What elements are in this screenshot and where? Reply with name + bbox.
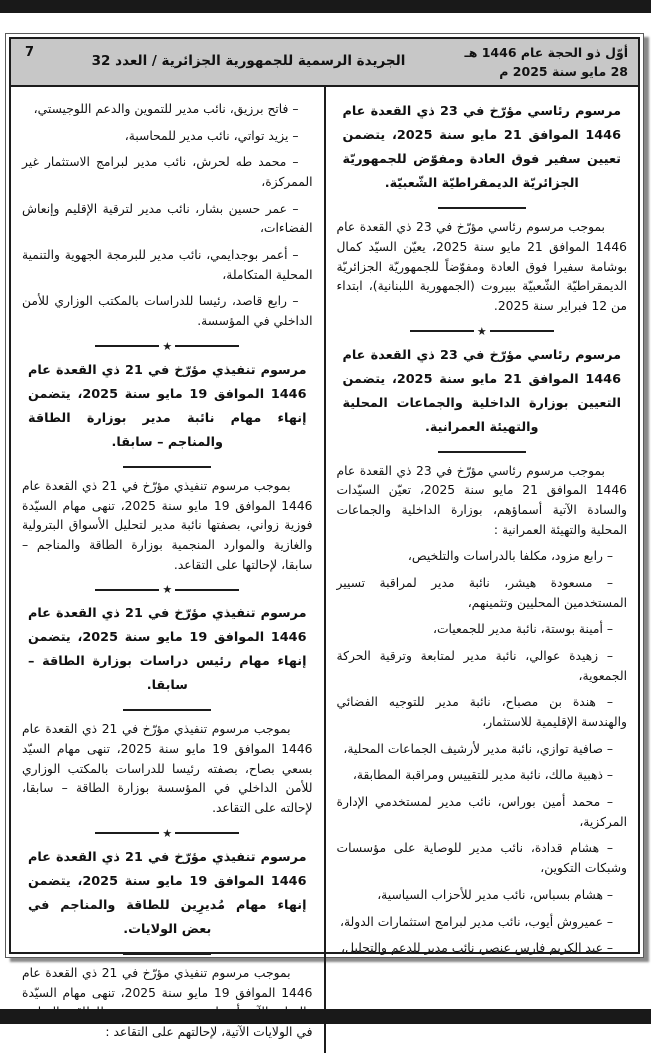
decree-heading: مرسوم رئاسي مؤرّخ في 23 ذي القعدة عام 1446 الموافق 21 مايو سنة 2025، يتضمن التعيين بوزارة الداخلية والجماعات المحلية والتهيئة العمرانية. <box>342 347 621 435</box>
appointment-item: – فاتح برزيق، نائب مدير للتموين والدعم اللوجيستي، <box>33 102 299 116</box>
decree-paragraph: بموجب مرسوم رئاسي مؤرّخ في 23 ذي القعدة عام 1446 الموافق 21 مايو سنة 2025، يعيّن السيّد كمال بوشامة سفيرا فوق العادة ومفوّضاً للجمهوريّة الجزائريّة الديمقراطيّة الشّعبيّة ببيروت (الجمهورية اللبنانية)، ابتداء من 12 فبراير سنة 2025. <box>336 220 627 313</box>
divider-line-segment <box>175 832 239 834</box>
scan-edge-top <box>0 0 651 13</box>
decree-heading: مرسوم تنفيذي مؤرّخ في 21 ذي القعدة عام 1446 الموافق 19 مايو سنة 2025، يتضمن إنهاء مهام رئيس دراسات بوزارة الطاقة – سابقا. <box>28 606 307 694</box>
appointment-item: – هندة بن مصباح، نائبة مدير للتوجيه الفضائي والهندسة الإقليمية للاستثمار، <box>336 695 627 730</box>
star-divider <box>22 341 313 352</box>
star-divider <box>22 828 313 839</box>
appointment-item: – يزيد تواتي، نائب مدير للمحاسبة، <box>124 128 299 143</box>
page-border-frame <box>9 37 640 1040</box>
appointment-item: – هشام قدادة، نائب مدير للوصاية على مؤسسات وشبكات التكوين، <box>336 841 627 876</box>
column-separator <box>324 87 326 1053</box>
divider-line-segment <box>410 330 474 332</box>
page-header <box>11 39 638 87</box>
divider-line-segment <box>175 345 239 347</box>
column-left <box>11 87 324 1053</box>
star-icon: ★ <box>162 826 173 840</box>
decree-heading: مرسوم تنفيذي مؤرّخ في 21 ذي القعدة عام 1446 الموافق 19 مايو سنة 2025، يتضمن إنهاء مهام نائبة مدير بوزارة الطاقة والمناجم – سابقا. <box>28 362 307 450</box>
gazette-page <box>5 33 644 1040</box>
decree-paragraph: بموجب مرسوم رئاسي مؤرّخ في 23 ذي القعدة عام 1446 الموافق 21 مايو سنة 2025، تعيّن السيّدات والسادة الآتية أسماؤهم، بوزارة الداخلية والجماعات المحلية والتهيئة العمرانية : <box>336 463 627 537</box>
appointment-item: – مسعودة هيشر، نائبة مدير لمراقبة تسيير المستخدمين المحليين وتثمينهم، <box>336 576 627 610</box>
appointment-item: – محمد طه لحرش، نائب مدير لبرامج الاستثمار غير الممركزة، <box>22 155 313 190</box>
section-divider-line <box>438 207 526 209</box>
appointment-item: – عبد الكريم فارس عنصر، نائب مدير للدعم والتحليل، <box>341 941 613 956</box>
star-icon: ★ <box>476 324 487 338</box>
appointment-item: – ذهبية مالك، نائبة مدير للتقييس ومراقبة المطابقة، <box>352 768 613 783</box>
header-dates <box>438 39 638 85</box>
appointment-item: – عميروش أيوب، نائب مدير لبرامج استثمارات الدولة، <box>339 914 613 929</box>
appointment-item: – أمينة بوستة، نائبة مدير للجمعيات، <box>432 622 613 637</box>
divider-line-segment <box>175 589 239 591</box>
section-divider-line <box>123 709 211 711</box>
section-divider-line <box>123 466 211 468</box>
appointment-item: – هشام بسباس، نائب مدير للأحزاب السياسية، <box>377 887 613 902</box>
gregorian-date: 28 مايو سنة 2025 م <box>499 63 628 79</box>
hijri-date: أوّل ذو الحجة عام 1446 هـ <box>464 45 628 60</box>
star-icon: ★ <box>162 339 173 353</box>
scan-edge-bottom <box>0 1009 651 1024</box>
section-divider-line <box>123 953 211 955</box>
appointment-item: – رابع مزود، مكلفا بالدراسات والتلخيص، <box>407 549 613 564</box>
divider-line-segment <box>490 330 554 332</box>
section-divider-line <box>438 451 526 453</box>
appointment-item: – رابع قاصد، رئيسا للدراسات بالمكتب الوزاري للأمن الداخلي في المؤسسة. <box>22 294 313 329</box>
appointment-item: – عمر حسين بشار، نائب مدير لترقية الإقليم وإنعاش الفضاءات، <box>22 201 313 236</box>
gazette-title: الجريدة الرسمية للجمهورية الجزائرية / العدد 32 <box>91 53 406 69</box>
star-divider <box>337 326 628 337</box>
decree-heading: مرسوم تنفيذي مؤرّخ في 21 ذي القعدة عام 1446 الموافق 19 مايو سنة 2025، يتضمن إنهاء مهام مُديرِين للطاقة والمناجم في بعض الولايات. <box>28 849 307 937</box>
appointment-item: – أعمر بوجدايمي، نائب مدير للبرمجة الجهوية والتنمية المحلية المتكاملة، <box>22 248 313 282</box>
appointment-item: – زهيدة عوالي، نائبة مدير لمتابعة وترقية الحركة الجمعوية، <box>336 649 627 683</box>
decree-heading: مرسوم رئاسي مؤرّخ في 23 ذي القعدة عام 1446 الموافق 21 مايو سنة 2025، يتضمن تعيين سفير فوق العادة ومفوّض للجمهوريّة الجزائريّة الديمقراطيّة الشّعبيّة. <box>342 104 621 192</box>
appointment-item: – محمد أمين بوراس، نائب مدير لمستخدمي الإدارة المركزية، <box>336 795 627 829</box>
page-body <box>11 87 638 1053</box>
decree-paragraph: بموجب مرسوم تنفيذي مؤرّخ في 21 ذي القعدة عام 1446 الموافق 19 مايو سنة 2025، تنهى مهام السيّدة في الولايات الآتية، لإحالتهم على التقاعد : <box>22 966 313 1040</box>
star-icon: ★ <box>162 583 173 597</box>
star-divider <box>22 584 313 595</box>
decree-paragraph: بموجب مرسوم تنفيذي مؤرّخ في 21 ذي القعدة عام 1446 الموافق 19 مايو سنة 2025، تنهى مهام السيّد بسعي بصاح، بصفته رئيسا للدراسات بالمكتب الوزاري للأمن الداخلي في المؤسسة بوزارة الطاقة – سابقا، لإحالته على التقاعد. <box>22 722 313 816</box>
divider-line-segment <box>95 832 159 834</box>
page-number: 7 <box>25 45 35 60</box>
decree-paragraph: بموجب مرسوم تنفيذي مؤرّخ في 21 ذي القعدة عام 1446 الموافق 19 مايو سنة 2025، تنهى مهام السيّدة فوزية زواني، بصفتها نائبة مدير لتحليل الأسواق البترولية والغازية والموارد المنجمية بوزارة الطاقة والمناجم – سابقا، لإحالتها على التقاعد. <box>22 478 313 572</box>
column-right <box>326 87 639 1053</box>
appointment-item: – صافية توازي، نائبة مدير لأرشيف الجماعات المحلية، <box>343 741 613 756</box>
divider-line-segment <box>95 589 159 591</box>
divider-line-segment <box>95 345 159 347</box>
